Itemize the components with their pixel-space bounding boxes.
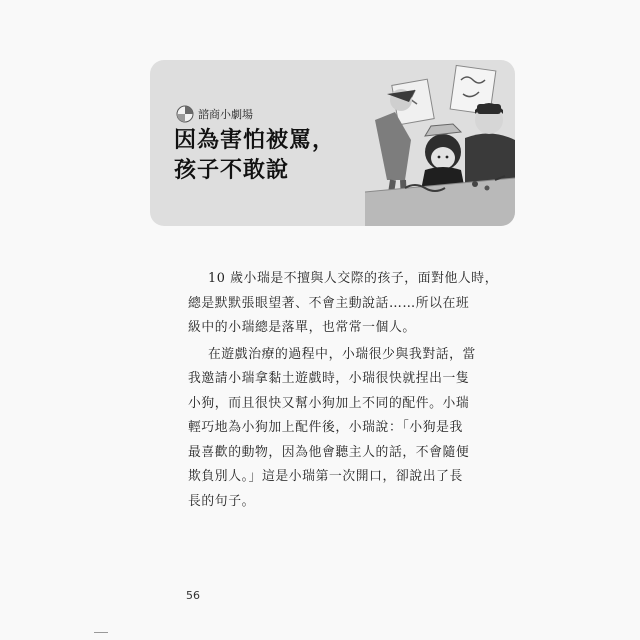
paragraph <box>188 267 508 341</box>
text-line: 輕巧地為小狗加上配件後，小瑞說：「小狗是我 <box>188 420 463 435</box>
body-text <box>188 267 508 514</box>
chapter-header-card <box>150 60 515 226</box>
paragraph <box>188 343 508 515</box>
text-line: 欺負別人。」這是小瑞第一次開口，卻說出了長 <box>188 469 463 484</box>
crop-mark <box>94 632 108 633</box>
section-tag-label: 諮商小劇場 <box>198 108 253 121</box>
text-line: 在遊戲治療的過程中，小瑞很少與我對話，當 <box>208 346 476 362</box>
chapter-title-line: 因為害怕被罵， <box>174 128 336 153</box>
chapter-title <box>174 126 335 186</box>
text-line: 長的句子。 <box>188 493 255 509</box>
counseling-scene-illustration <box>365 60 515 226</box>
text-line: 小狗，而且很快又幫小狗加上不同的配件。小瑞 <box>188 395 470 411</box>
text-line: 級中的小瑞總是落單，也常常一個人。 <box>188 320 416 335</box>
text-line: 最喜歡的動物，因為他會聽主人的話，不會隨便 <box>188 444 470 460</box>
chapter-title-line: 孩子不敢說 <box>174 158 290 183</box>
ball-icon <box>176 105 194 123</box>
section-tag <box>176 105 253 123</box>
text-line: 10 歲小瑞是不擅與人交際的孩子，面對他人時， <box>208 271 499 286</box>
page-number: 56 <box>186 589 200 602</box>
text-line: 我邀請小瑞拿黏土遊戲時，小瑞很快就捏出一隻 <box>188 371 470 386</box>
text-line: 總是默默張眼望著、不會主動說話……所以在班 <box>188 295 470 311</box>
